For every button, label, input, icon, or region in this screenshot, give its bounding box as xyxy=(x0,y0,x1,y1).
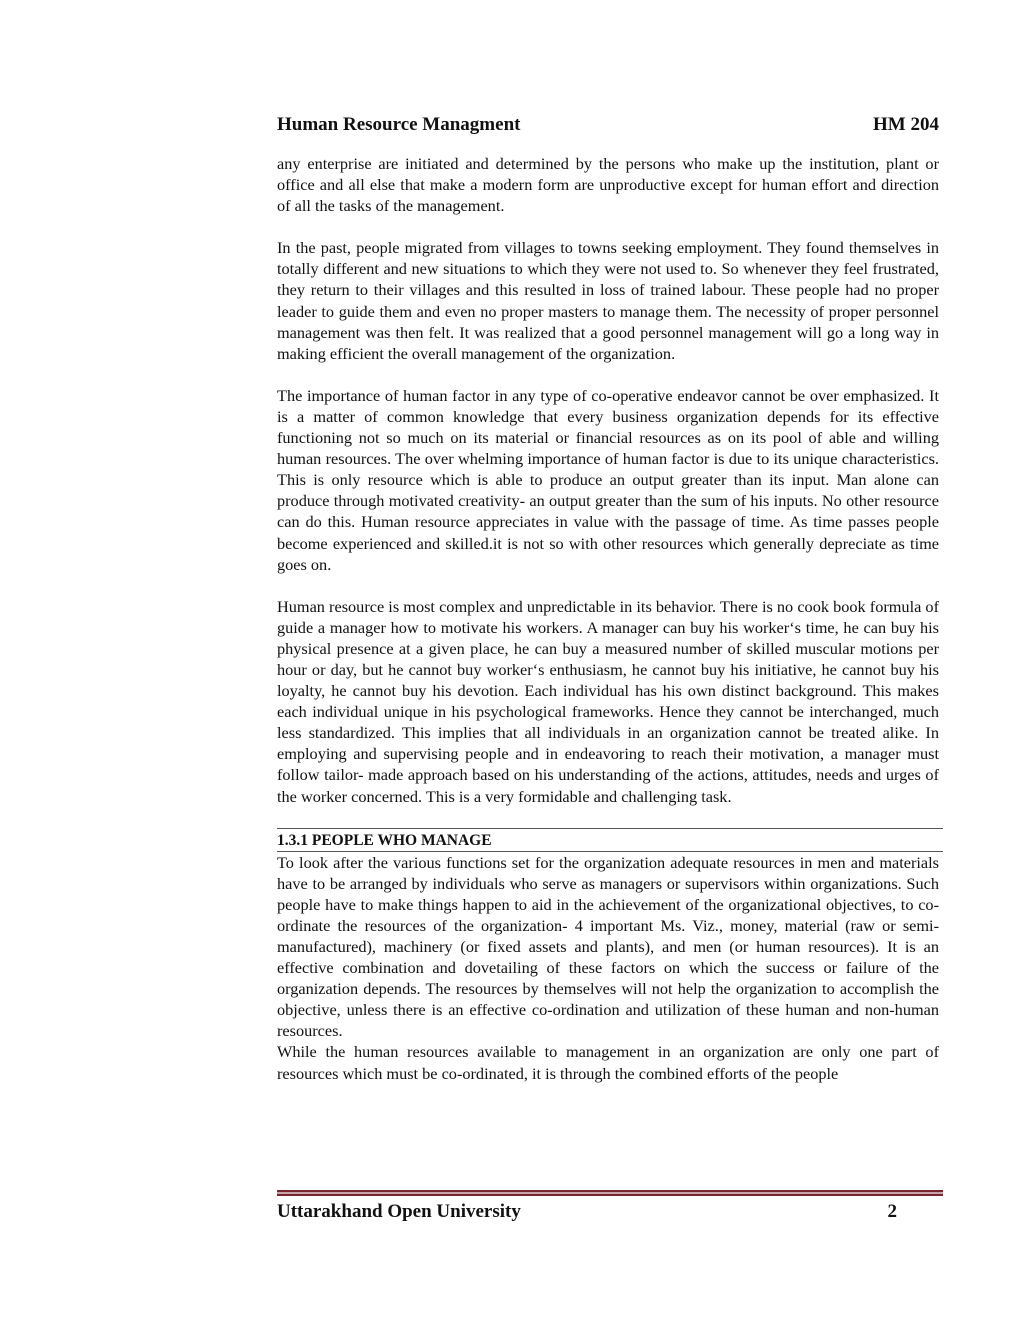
footer-divider xyxy=(277,1190,943,1196)
page-header xyxy=(277,114,939,136)
page-number: 2 xyxy=(887,1201,897,1222)
header-course-code: HM 204 xyxy=(873,114,939,135)
section-paragraph: While the human resources available to management in an organization are only one part of resources which must be co-ordinated, it is through the combined efforts of the people xyxy=(277,1042,939,1083)
header-title: Human Resource Managment xyxy=(277,114,521,135)
section-paragraph: To look after the various functions set for the organization adequate resources in men and materials have to be arranged by individuals who serve as managers or supervisors within organizations. Such people have to make things happen to aid in the achievement of the organizational objectives, to co-ordinate the resources of the organization- 4 important Ms. Viz., money, material (raw or semi-manufactured), machinery (or fixed assets and plants), and men (or human resources). It is an effective combination and dovetailing of these factors on which the success or failure of the organization depends. The resources by themselves will not help the organization to accomplish the objective, unless there is an effective co-ordination and utilization of these human and non-human resources. xyxy=(277,852,939,1041)
page-footer xyxy=(277,1201,897,1223)
section-body xyxy=(277,852,939,1084)
section-heading: 1.3.1 PEOPLE WHO MANAGE xyxy=(277,828,943,852)
paragraph: any enterprise are initiated and determined by the persons who make up the institution, plant or office and all else that make a modern form are unproductive except for human effort and direction of all the tasks of the management. xyxy=(277,154,939,216)
paragraph: Human resource is most complex and unpredictable in its behavior. There is no cook book formula of guide a manager how to motivate his workers. A manager can buy his worker‘s time, he can buy his physical presence at a given place, he can buy a measured number of skilled muscular motions per hour or day, but he cannot buy worker‘s enthusiasm, he cannot buy his initiative, he cannot buy his loyalty, he cannot buy his devotion. Each individual has his own distinct background. This makes each individual unique in his psychological frameworks. Hence they cannot be interchanged, much less standardized. This implies that all individuals in an organization cannot be treated alike. In employing and supervising people and in endeavoring to reach their motivation, a manager must follow tailor- made approach based on his understanding of the actions, attitudes, needs and urges of the worker concerned. This is a very formidable and challenging task. xyxy=(277,596,939,806)
page-content xyxy=(277,153,939,1084)
paragraph: The importance of human factor in any type of co-operative endeavor cannot be over emphasized. It is a matter of common knowledge that every business organization depends for its effective functioning not so much on its material or financial resources as on its pool of able and willing human resources. The over whelming importance of human factor is due to its unique characteristics. This is only resource which is able to produce an output greater than its input. Man alone can produce through motivated creativity- an output greater than the sum of his inputs. No other resource can do this. Human resource appreciates in value with the passage of time. As time passes people become experienced and skilled.it is not so with other resources which generally depreciate as time goes on. xyxy=(277,385,939,574)
footer-university: Uttarakhand Open University xyxy=(277,1201,521,1222)
paragraph: In the past, people migrated from villages to towns seeking employment. They found themselves in totally different and new situations to which they were not used to. So whenever they feel frustrated, they return to their villages and this resulted in loss of trained labour. These people had no proper leader to guide them and even no proper masters to manage them. The necessity of proper personnel management was then felt. It was realized that a good personnel management will go a long way in making efficient the overall management of the organization. xyxy=(277,238,939,363)
